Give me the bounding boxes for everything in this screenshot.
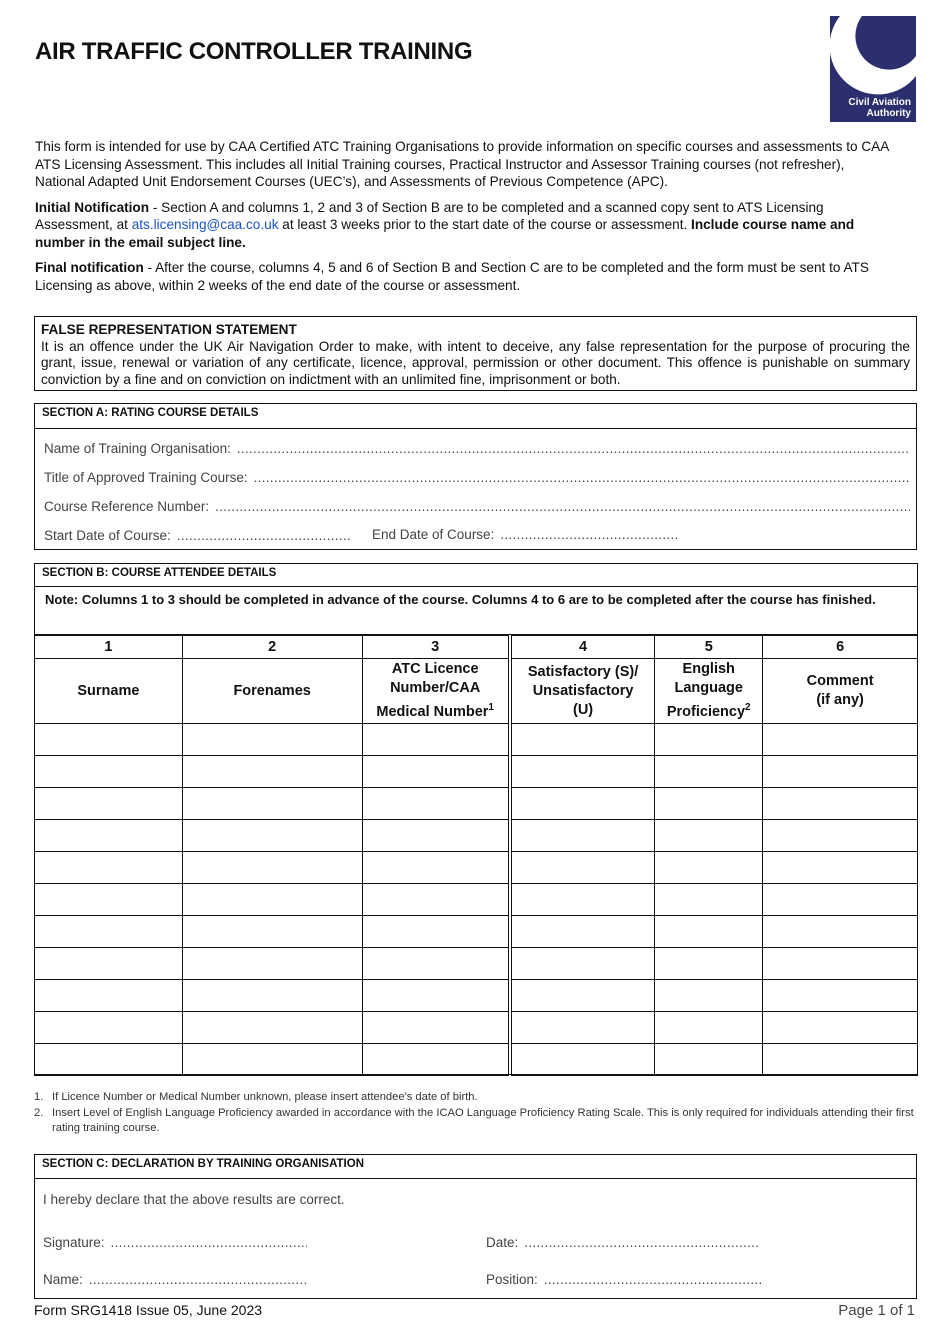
header-satisfactory: Satisfactory (S)/ Unsatisfactory (U) xyxy=(510,659,655,724)
section-b xyxy=(34,563,918,1075)
cell-licence[interactable] xyxy=(362,916,510,948)
end-date-label: End Date of Course: xyxy=(372,527,495,542)
cell-surname[interactable] xyxy=(35,724,183,756)
position-field[interactable] xyxy=(486,1272,762,1287)
cell-satisfactory[interactable] xyxy=(510,1044,655,1076)
date-label: Date: xyxy=(486,1235,519,1250)
cell-proficiency[interactable] xyxy=(655,852,763,884)
header-english-proficiency: English Language Proficiency$^2$ xyxy=(655,659,763,724)
footnote-1: 1. If Licence Number or Medical Number unknown, please insert attendee's date of birth. xyxy=(34,1091,478,1103)
logo-line-1: Civil Aviation xyxy=(848,97,911,108)
intro-paragraph: This form is intended for use by CAA Certified ATC Training Organisations to provide information on specific courses and assessments to CAA ATS Licensing Assessment. This includes all Initial Training courses, Practical Instructor and Assessor Training courses (not refresher), National Adapted Unit Endorsement Courses (UEC’s), and Assessments of Previous Competence (APC). xyxy=(35,139,889,189)
cell-forenames[interactable] xyxy=(182,1044,362,1076)
cell-proficiency[interactable] xyxy=(655,948,763,980)
initial-label: Initial Notification xyxy=(35,199,150,215)
cell-forenames[interactable] xyxy=(182,852,362,884)
table-row xyxy=(35,756,918,788)
page-number: Page 1 of 1 xyxy=(838,1302,915,1319)
cell-surname[interactable] xyxy=(35,852,183,884)
cell-comment[interactable] xyxy=(763,980,918,1012)
cell-satisfactory[interactable] xyxy=(510,948,655,980)
cell-forenames[interactable] xyxy=(182,1012,362,1044)
cell-surname[interactable] xyxy=(35,948,183,980)
table-row xyxy=(35,820,918,852)
section-c xyxy=(34,1154,917,1299)
table-row xyxy=(35,1012,918,1044)
cell-licence[interactable] xyxy=(362,852,510,884)
cell-proficiency[interactable] xyxy=(655,884,763,916)
cell-proficiency[interactable] xyxy=(655,820,763,852)
initial-notification xyxy=(35,199,895,252)
cell-forenames[interactable] xyxy=(182,948,362,980)
table-row xyxy=(35,884,918,916)
frs-body: It is an offence under the UK Air Navigation Order to make, with intent to deceive, any false representation for the purpose of procuring the grant, issue, renewal or variation of any certificate, licence, approval, permission or other document. This offence is punishable on summary conviction by a fine and on conviction on indictment with an unlimited fine, imprisonment or both. xyxy=(41,338,910,387)
col-number: 4 xyxy=(510,636,655,659)
cell-satisfactory[interactable] xyxy=(510,916,655,948)
course-ref-label: Course Reference Number: xyxy=(44,499,210,514)
cell-surname[interactable] xyxy=(35,884,183,916)
course-title-label: Title of Approved Training Course: xyxy=(44,470,248,485)
cell-satisfactory[interactable] xyxy=(510,884,655,916)
table-row xyxy=(35,1044,918,1076)
table-row xyxy=(35,980,918,1012)
cell-comment[interactable] xyxy=(763,852,918,884)
cell-comment[interactable] xyxy=(763,1044,918,1076)
cell-comment[interactable] xyxy=(763,756,918,788)
cell-proficiency[interactable] xyxy=(655,980,763,1012)
cell-licence[interactable] xyxy=(362,1012,510,1044)
cell-surname[interactable] xyxy=(35,1044,183,1076)
col-number: 2 xyxy=(182,636,362,659)
section-c-heading: SECTION C: DECLARATION BY TRAINING ORGANISATION xyxy=(35,1155,916,1179)
cell-comment[interactable] xyxy=(763,884,918,916)
col-number: 5 xyxy=(655,636,763,659)
initial-bold: Include course name and number in the email subject line. xyxy=(35,217,855,250)
section-b-note: Note: Columns 1 to 3 should be completed in advance of the course. Columns 4 to 6 are to be completed after the course has finished. xyxy=(35,587,917,635)
cell-satisfactory[interactable] xyxy=(510,852,655,884)
declaration-text: I hereby declare that the above results are correct. xyxy=(43,1192,345,1207)
course-ref-field[interactable] xyxy=(44,499,910,514)
cell-licence[interactable] xyxy=(362,948,510,980)
attendee-table xyxy=(34,635,918,1076)
cell-forenames[interactable] xyxy=(182,980,362,1012)
cell-proficiency[interactable] xyxy=(655,916,763,948)
cell-surname[interactable] xyxy=(35,980,183,1012)
section-a-heading: SECTION A: RATING COURSE DETAILS xyxy=(35,404,916,429)
cell-comment[interactable] xyxy=(763,724,918,756)
end-date-field[interactable] xyxy=(372,527,678,542)
cell-surname[interactable] xyxy=(35,756,183,788)
cell-comment[interactable] xyxy=(763,788,918,820)
cell-licence[interactable] xyxy=(362,724,510,756)
intro-text xyxy=(35,138,895,302)
cell-licence[interactable] xyxy=(362,884,510,916)
footnote-2: 2. Insert Level of English Language Proficiency awarded in accordance with the ICAO Language Proficiency Rating Scale. This is only required for individuals attending their first rating training course. xyxy=(34,1106,914,1134)
cell-licence[interactable] xyxy=(362,980,510,1012)
cell-licence[interactable] xyxy=(362,788,510,820)
section-a xyxy=(34,403,917,550)
date-field[interactable] xyxy=(486,1235,760,1250)
training-org-label: Name of Training Organisation: xyxy=(44,441,231,456)
cell-proficiency[interactable] xyxy=(655,724,763,756)
cell-surname[interactable] xyxy=(35,916,183,948)
training-org-field[interactable] xyxy=(44,441,910,456)
footnotes xyxy=(34,1090,914,1137)
cell-comment[interactable] xyxy=(763,916,918,948)
frs-title: FALSE REPRESENTATION STATEMENT xyxy=(41,322,297,337)
header-licence-number: ATC Licence Number/CAA Medical Number$^1$ xyxy=(362,659,510,724)
table-row xyxy=(35,916,918,948)
false-representation-statement xyxy=(34,316,917,391)
cell-comment[interactable] xyxy=(763,820,918,852)
cell-satisfactory[interactable] xyxy=(510,820,655,852)
course-title-field[interactable] xyxy=(44,470,910,485)
cell-surname[interactable] xyxy=(35,788,183,820)
header-surname: Surname xyxy=(35,659,183,724)
position-label: Position: xyxy=(486,1272,538,1287)
col-number: 3 xyxy=(362,636,510,659)
final-notification xyxy=(35,259,895,294)
cell-satisfactory[interactable] xyxy=(510,788,655,820)
cell-satisfactory[interactable] xyxy=(510,1012,655,1044)
initial-text-1: - Section A and columns 1, 2 and 3 of Section B are to be completed and a scanned copy sent to ATS Licensing Assessment, at xyxy=(35,199,824,232)
cell-proficiency[interactable] xyxy=(655,788,763,820)
cell-satisfactory[interactable] xyxy=(510,756,655,788)
cell-forenames[interactable] xyxy=(182,788,362,820)
cell-satisfactory[interactable] xyxy=(510,980,655,1012)
form-id: Form SRG1418 Issue 05, June 2023 xyxy=(34,1302,263,1318)
cell-licence[interactable] xyxy=(362,820,510,852)
cell-surname[interactable] xyxy=(35,820,183,852)
caa-logo xyxy=(830,16,916,122)
email-link[interactable]: ats.licensing@caa.co.uk xyxy=(131,217,279,232)
column-number-row xyxy=(35,636,918,659)
cell-satisfactory[interactable] xyxy=(510,724,655,756)
signature-field[interactable] xyxy=(43,1235,307,1250)
initial-text-2: at least 3 weeks prior to the start date of the course or assessment. xyxy=(278,217,692,232)
page-title: AIR TRAFFIC CONTROLLER TRAINING xyxy=(35,38,473,65)
cell-surname[interactable] xyxy=(35,1012,183,1044)
table-row xyxy=(35,852,918,884)
header-forenames: Forenames xyxy=(182,659,362,724)
cell-forenames[interactable] xyxy=(182,916,362,948)
cell-forenames[interactable] xyxy=(182,756,362,788)
cell-proficiency[interactable] xyxy=(655,1012,763,1044)
name-label: Name: xyxy=(43,1272,83,1287)
table-row xyxy=(35,788,918,820)
cell-proficiency[interactable] xyxy=(655,1044,763,1076)
start-date-label: Start Date of Course: xyxy=(44,528,171,543)
start-date-field[interactable] xyxy=(44,528,350,543)
table-row xyxy=(35,724,918,756)
final-text: - After the course, columns 4, 5 and 6 of Section B and Section C are to be completed and the form must be sent to ATS Licensing as above, within 2 weeks of the end date of the course or assessment. xyxy=(35,260,869,293)
section-b-heading: SECTION B: COURSE ATTENDEE DETAILS xyxy=(35,564,917,587)
column-header-row xyxy=(35,659,918,724)
header-comment: Comment (if any) xyxy=(763,659,918,724)
signature-label: Signature: xyxy=(43,1235,105,1250)
cell-comment[interactable] xyxy=(763,1012,918,1044)
final-label: Final notification xyxy=(35,260,144,275)
col-number: 6 xyxy=(763,636,918,659)
cell-forenames[interactable] xyxy=(182,820,362,852)
cell-forenames[interactable] xyxy=(182,884,362,916)
cell-proficiency[interactable] xyxy=(655,756,763,788)
cell-licence[interactable] xyxy=(362,1044,510,1076)
logo-line-2: Authority xyxy=(866,108,911,119)
table-row xyxy=(35,948,918,980)
cell-comment[interactable] xyxy=(763,948,918,980)
col-number: 1 xyxy=(35,636,183,659)
cell-licence[interactable] xyxy=(362,756,510,788)
cell-forenames[interactable] xyxy=(182,724,362,756)
name-field[interactable] xyxy=(43,1272,307,1287)
